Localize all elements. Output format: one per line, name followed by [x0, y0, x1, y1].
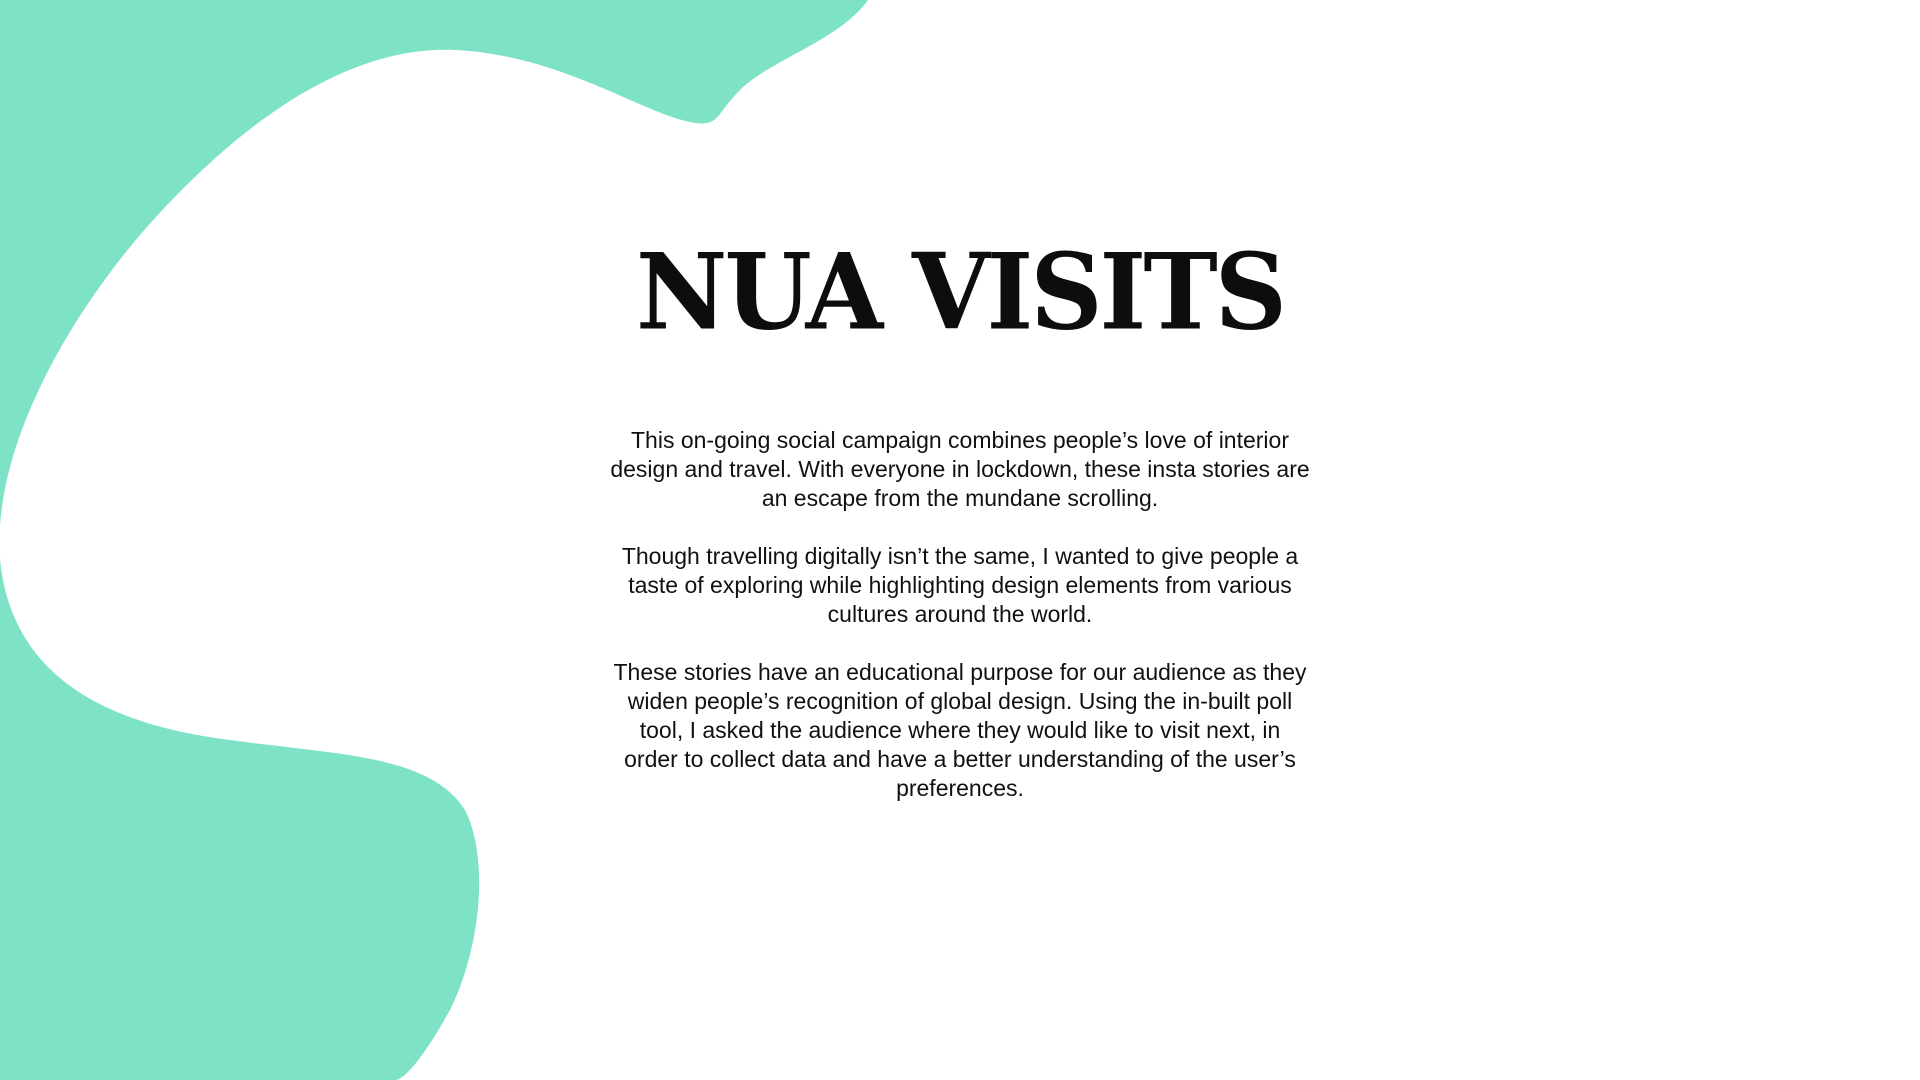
content-area: [560, 0, 1360, 1080]
paragraph-intro: This on-going social campaign combines people’s love of interior design and travel. With everyone in lockdown, these insta stories are an escape from the mundane scrolling.: [610, 427, 1310, 511]
paragraph-travel: Though travelling digitally isn’t the same, I wanted to give people a taste of exploring while highlighting design elements from various cultures around the world.: [621, 543, 1299, 627]
slide-title: NUA VISITS: [636, 230, 1284, 354]
body-text: [610, 426, 1310, 832]
paragraph-education: These stories have an educational purpose for our audience as they widen people’s recognition of global design. Using the in-built poll tool, I asked the audience where they would like to visit next, in order to collect data and have a better understanding of the user’s preferences.: [613, 659, 1307, 801]
